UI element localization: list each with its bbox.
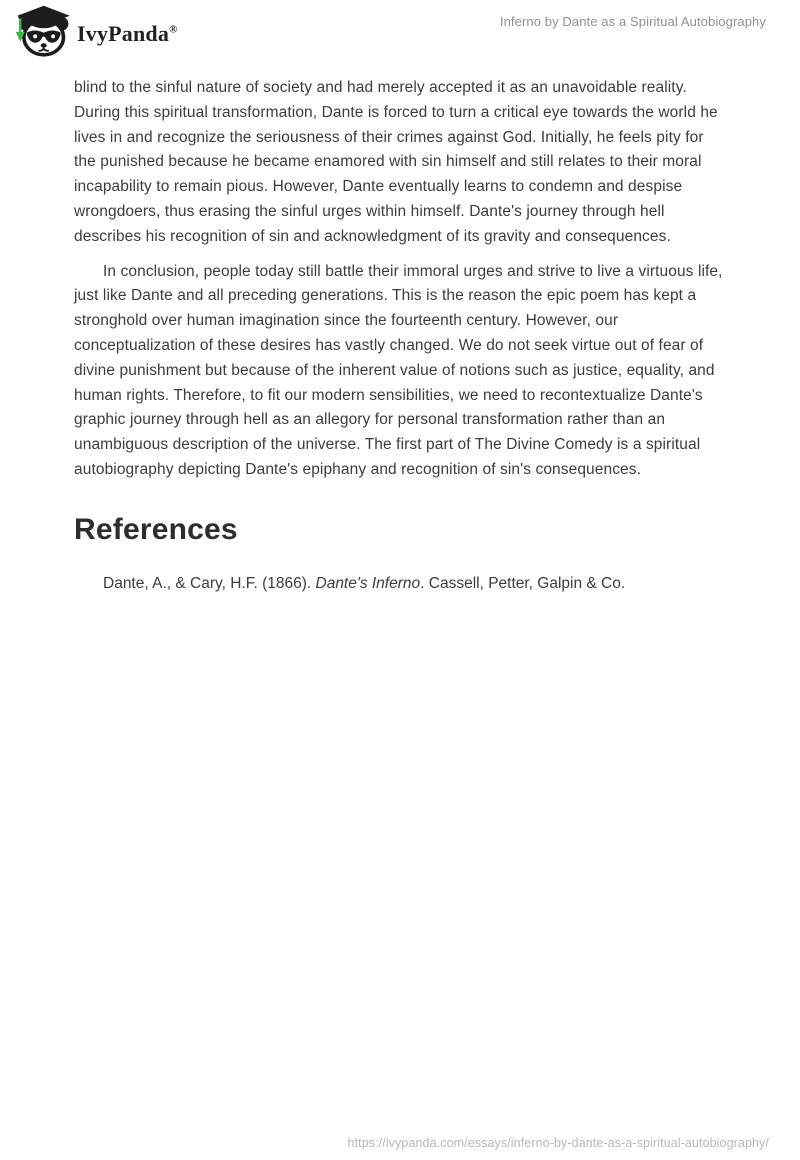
reference-citation-work-title: Dante's Inferno: [315, 574, 421, 592]
essay-paragraph: blind to the sinful nature of society and had merely accepted it as an unavoidable reality. During this spiritual transformation, Dante is forced to turn a critical eye towards the world he lives in and recognize the seriousness of their crimes against God. Initially, he feels pity for the punished because he became enamored with sin himself and still relates to their moral incapability to remain pious. However, Dante eventually learns to condemn and despise wrongdoers, thus erasing the sinful urges within himself. Dante's journey through hell describes his recognition of sin and acknowledgment of its gravity and consequences.: [74, 79, 718, 245]
reference-citation-authors: Dante, A., & Cary, H.F. (1866).: [103, 574, 316, 592]
page-header: [0, 0, 800, 64]
essay-body: [0, 64, 800, 597]
references-heading: References: [74, 512, 238, 546]
reference-citation: [74, 572, 726, 597]
panda-graduation-cap-icon: [12, 4, 70, 58]
source-url: https://ivypanda.com/essays/inferno-by-dante-as-a-spiritual-autobiography/: [347, 1136, 769, 1150]
essay-paragraph: In conclusion, people today still battle their immoral urges and strive to live a virtuous life, just like Dante and all preceding generations. This is the reason the epic poem has kept a stronghold over human imagination since the fourteenth century. However, our conceptualization of these desires has vastly changed. We do not seek virtue out of fear of divine punishment but because of the inherent value of notions such as justice, equality, and human rights. Therefore, to fit our modern sensibilities, we need to recontextualize Dante's graphic journey through hell as an allegory for personal transformation rather than an unambiguous description of the universe. The first part of The Divine Comedy is a spiritual autobiography depicting Dante's epiphany and recognition of sin's consequences.: [74, 262, 723, 478]
logo-wordmark-text: IvyPanda: [77, 21, 170, 46]
registered-trademark-symbol: ®: [169, 23, 178, 36]
ivypanda-logo: [12, 4, 178, 58]
document-title: Inferno by Dante as a Spiritual Autobiography: [499, 14, 766, 29]
logo-wordmark: [77, 17, 178, 45]
reference-citation-publisher: . Cassell, Petter, Galpin & Co.: [420, 574, 626, 592]
